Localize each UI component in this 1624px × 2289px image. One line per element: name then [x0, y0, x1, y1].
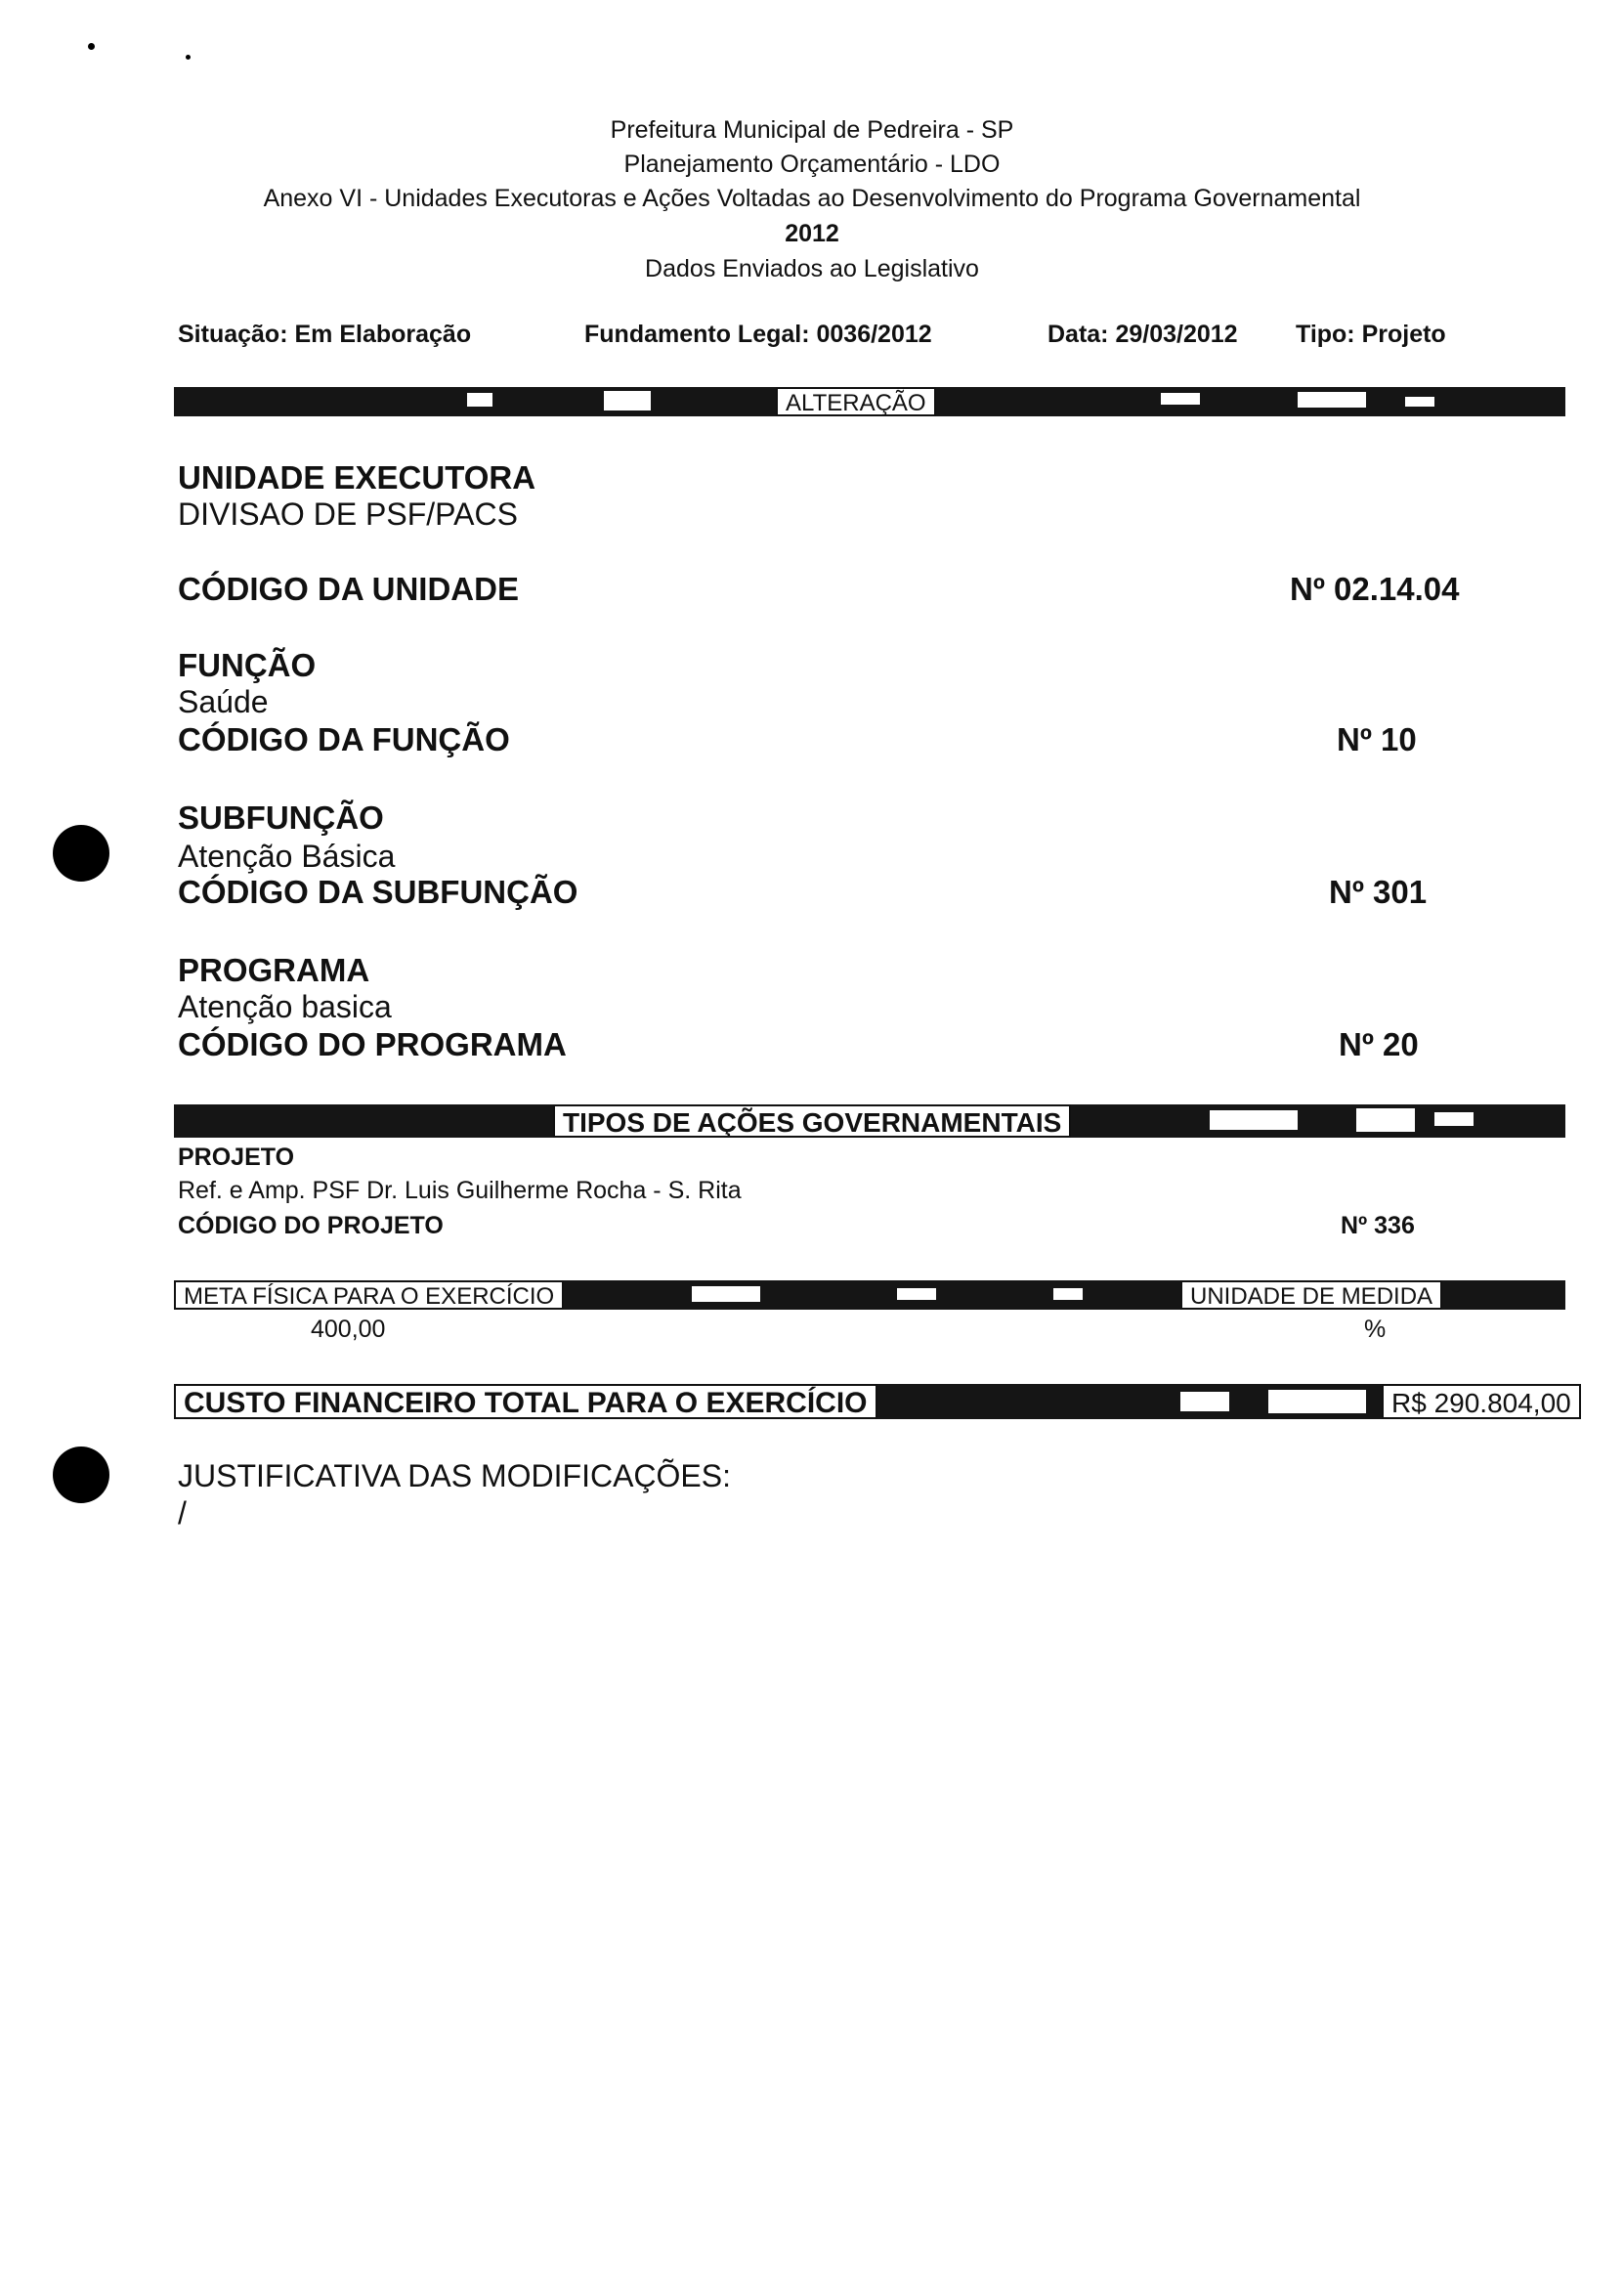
- codigo-unidade-value: Nº 02.14.04: [1290, 571, 1460, 607]
- funcao-label: FUNÇÃO: [178, 647, 317, 683]
- programa-value: Atenção basica: [178, 989, 392, 1024]
- header-line-5: Dados Enviados ao Legislativo: [645, 255, 979, 282]
- punch-hole-bottom: [53, 1447, 109, 1503]
- projeto-value: Ref. e Amp. PSF Dr. Luis Guilherme Rocha - S. Rita: [178, 1177, 742, 1204]
- alteracao-bar: [174, 387, 1565, 416]
- codigo-subfuncao-label: CÓDIGO DA SUBFUNÇÃO: [178, 874, 578, 910]
- meta-fisica-bar: [174, 1280, 1565, 1310]
- custo-financeiro-label: CUSTO FINANCEIRO TOTAL PARA O EXERCÍCIO: [174, 1384, 877, 1419]
- codigo-subfuncao-value: Nº 301: [1329, 874, 1428, 910]
- tipos-acoes-label: TIPOS DE AÇÕES GOVERNAMENTAIS: [553, 1104, 1071, 1138]
- codigo-projeto-label: CÓDIGO DO PROJETO: [178, 1212, 444, 1239]
- tipos-acoes-bar: [174, 1104, 1565, 1138]
- projeto-label: PROJETO: [178, 1144, 295, 1171]
- codigo-programa-label: CÓDIGO DO PROGRAMA: [178, 1026, 567, 1062]
- meta-tipo: Tipo: Projeto: [1296, 321, 1446, 348]
- meta-fisica-valor: 400,00: [311, 1316, 386, 1343]
- meta-situacao: Situação: Em Elaboração: [178, 321, 472, 348]
- header-year: 2012: [785, 220, 839, 247]
- subfuncao-value: Atenção Básica: [178, 839, 396, 874]
- unidade-medida-label: UNIDADE DE MEDIDA: [1180, 1280, 1442, 1310]
- funcao-value: Saúde: [178, 684, 269, 719]
- codigo-funcao-label: CÓDIGO DA FUNÇÃO: [178, 721, 510, 757]
- subfuncao-label: SUBFUNÇÃO: [178, 799, 384, 836]
- programa-label: PROGRAMA: [178, 952, 370, 988]
- unidade-executora-value: DIVISAO DE PSF/PACS: [178, 497, 518, 532]
- meta-fundamento: Fundamento Legal: 0036/2012: [584, 321, 932, 348]
- codigo-unidade-label: CÓDIGO DA UNIDADE: [178, 571, 519, 607]
- justificativa-label: JUSTIFICATIVA DAS MODIFICAÇÕES:: [178, 1458, 731, 1493]
- header-line-3: Anexo VI - Unidades Executoras e Ações Voltadas ao Desenvolvimento do Programa Governamental: [263, 185, 1361, 212]
- meta-data: Data: 29/03/2012: [1047, 321, 1238, 348]
- scan-mark: [88, 43, 95, 50]
- custo-financeiro-bar: [174, 1384, 1571, 1419]
- codigo-projeto-value: Nº 336: [1341, 1212, 1415, 1239]
- justificativa-value: /: [178, 1495, 187, 1531]
- unidade-executora-label: UNIDADE EXECUTORA: [178, 459, 536, 496]
- codigo-funcao-value: Nº 10: [1337, 721, 1417, 757]
- codigo-programa-value: Nº 20: [1339, 1026, 1419, 1062]
- meta-fisica-label: META FÍSICA PARA O EXERCÍCIO: [174, 1280, 564, 1310]
- header-line-2: Planejamento Orçamentário - LDO: [623, 151, 1001, 178]
- scan-mark: [186, 55, 191, 60]
- alteracao-label: ALTERAÇÃO: [776, 387, 936, 416]
- header-line-1: Prefeitura Municipal de Pedreira - SP: [610, 116, 1014, 144]
- unidade-medida-valor: %: [1364, 1316, 1387, 1343]
- custo-financeiro-valor: R$ 290.804,00: [1382, 1384, 1581, 1419]
- punch-hole-top: [53, 825, 109, 882]
